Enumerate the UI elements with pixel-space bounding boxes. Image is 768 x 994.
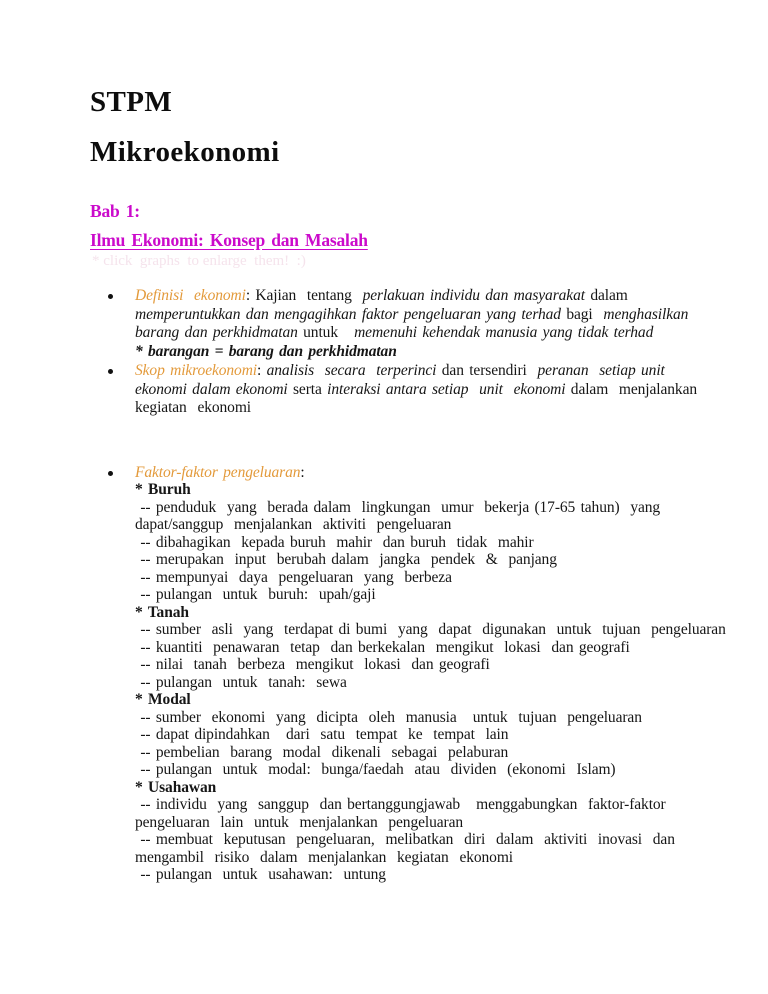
text-line xyxy=(135,779,708,797)
text-segment: dan tersendiri xyxy=(441,361,538,379)
text-segment: interaksi antara setiap unit ekonomi xyxy=(327,380,571,398)
text-segment: memperuntukkan dan mengagihkan faktor pengeluaran yang terhad xyxy=(135,305,567,323)
term-highlight: Definisi ekonomi xyxy=(135,287,246,304)
text-line xyxy=(135,324,708,343)
term-highlight: Faktor-faktor pengeluaran xyxy=(135,463,301,481)
text-segment: ekonomi dalam ekonomi xyxy=(135,380,293,398)
text-segment: perlakuan individu dan masyarakat xyxy=(362,287,591,304)
text-line xyxy=(135,604,708,622)
text-line xyxy=(135,796,708,814)
text-segment: menghasilkan xyxy=(603,305,689,323)
text-line xyxy=(135,362,708,381)
chapter-heading: Ilmu Ekonomi: Konsep dan Masalah xyxy=(90,230,368,250)
text-line xyxy=(135,639,708,657)
doc-title-line1: STPM xyxy=(90,86,173,118)
text-line xyxy=(135,499,708,517)
text-segment: serta xyxy=(293,380,328,398)
text-segment: * Tanah xyxy=(135,603,189,621)
text-segment: * Buruh xyxy=(135,481,191,499)
text-line xyxy=(135,831,708,849)
text-line xyxy=(135,761,708,779)
text-line xyxy=(135,287,708,306)
text-segment: -- pulangan untuk usahawan: untung xyxy=(135,866,386,884)
text-segment: -- individu yang sanggup dan bertanggungjawab menggabungkan faktor-faktor xyxy=(135,796,666,814)
text-line xyxy=(135,569,708,587)
text-line xyxy=(135,866,708,884)
text-segment: * barangan = barang dan perkhidmatan xyxy=(135,343,397,361)
text-segment: : xyxy=(300,463,305,481)
text-segment: peranan setiap unit xyxy=(537,361,665,379)
text-line xyxy=(135,814,708,832)
text-line xyxy=(135,516,708,534)
text-line xyxy=(135,464,708,482)
text-line xyxy=(135,744,708,762)
doc-title-line2: Mikroekonomi xyxy=(90,136,280,168)
text-segment: : xyxy=(257,361,267,379)
text-segment: pengeluaran lain untuk menjalankan pengeluaran xyxy=(135,813,464,831)
text-segment: -- pulangan untuk modal: bunga/faedah atau dividen (ekonomi Islam) xyxy=(135,761,616,779)
text-segment: * Usahawan xyxy=(135,778,217,796)
text-segment: * Modal xyxy=(135,691,191,709)
bullet-item xyxy=(135,362,708,418)
text-segment: -- mempunyai daya pengeluaran yang berbeza xyxy=(135,568,452,586)
text-line xyxy=(135,343,708,362)
chapter-label: Bab 1: xyxy=(90,201,140,221)
text-segment: untuk xyxy=(303,324,355,342)
text-segment: dapat/sanggup menjalankan aktiviti pengeluaran xyxy=(135,516,452,534)
bullet-list xyxy=(135,287,726,884)
text-line xyxy=(135,399,708,418)
text-segment: -- nilai tanah berbeza mengikut lokasi dan geografi xyxy=(135,656,490,674)
text-segment: memenuhi kehendak manusia yang tidak terhad xyxy=(354,324,654,342)
bullet-item xyxy=(135,287,708,362)
faint-note: * click graphs to enlarge them! :) xyxy=(92,253,306,269)
text-segment: dalam menjalankan xyxy=(570,380,698,398)
text-line xyxy=(135,621,726,639)
text-segment: -- sumber asli yang terdapat di bumi yang dapat digunakan untuk tujuan pengeluaran xyxy=(135,621,726,639)
text-segment: -- merupakan input berubah dalam jangka pendek & panjang xyxy=(135,551,557,569)
text-segment: -- pulangan untuk tanah: sewa xyxy=(135,673,347,691)
text-line xyxy=(135,674,708,692)
text-segment: -- dibahagikan kepada buruh mahir dan buruh tidak mahir xyxy=(135,533,534,551)
text-line xyxy=(135,534,708,552)
text-line xyxy=(135,691,708,709)
term-highlight: Skop mikroekonomi xyxy=(135,361,258,379)
text-line xyxy=(135,481,708,499)
text-segment: -- dapat dipindahkan dari satu tempat ke tempat lain xyxy=(135,726,509,744)
text-line xyxy=(135,726,708,744)
text-segment: dalam xyxy=(590,287,628,304)
text-segment: bagi xyxy=(566,305,604,323)
text-line xyxy=(135,381,708,400)
text-line xyxy=(135,551,708,569)
text-segment: mengambil risiko dalam menjalankan kegiatan ekonomi xyxy=(135,848,513,866)
text-segment: -- membuat keputusan pengeluaran, melibatkan diri dalam aktiviti inovasi dan xyxy=(135,831,675,849)
text-line xyxy=(135,586,708,604)
text-line xyxy=(135,709,708,727)
text-line xyxy=(135,656,708,674)
text-segment: barang dan perkhidmatan xyxy=(135,324,304,342)
text-segment: -- sumber ekonomi yang dicipta oleh manusia untuk tujuan pengeluaran xyxy=(135,708,642,726)
text-segment: analisis secara terperinci xyxy=(266,361,442,379)
text-segment: : Kajian tentang xyxy=(245,287,363,304)
text-line xyxy=(135,849,708,867)
text-segment: -- pulangan untuk buruh: upah/gaji xyxy=(135,586,376,604)
text-segment: -- pembelian barang modal dikenali sebagai pelaburan xyxy=(135,743,509,761)
text-segment: -- kuantiti penawaran tetap dan berkekalan mengikut lokasi dan geografi xyxy=(135,638,630,656)
bullet-item xyxy=(135,463,726,884)
text-segment: kegiatan ekonomi xyxy=(135,399,251,417)
text-line xyxy=(135,306,708,325)
text-segment: -- penduduk yang berada dalam lingkungan umur bekerja (17-65 tahun) yang xyxy=(135,498,661,516)
